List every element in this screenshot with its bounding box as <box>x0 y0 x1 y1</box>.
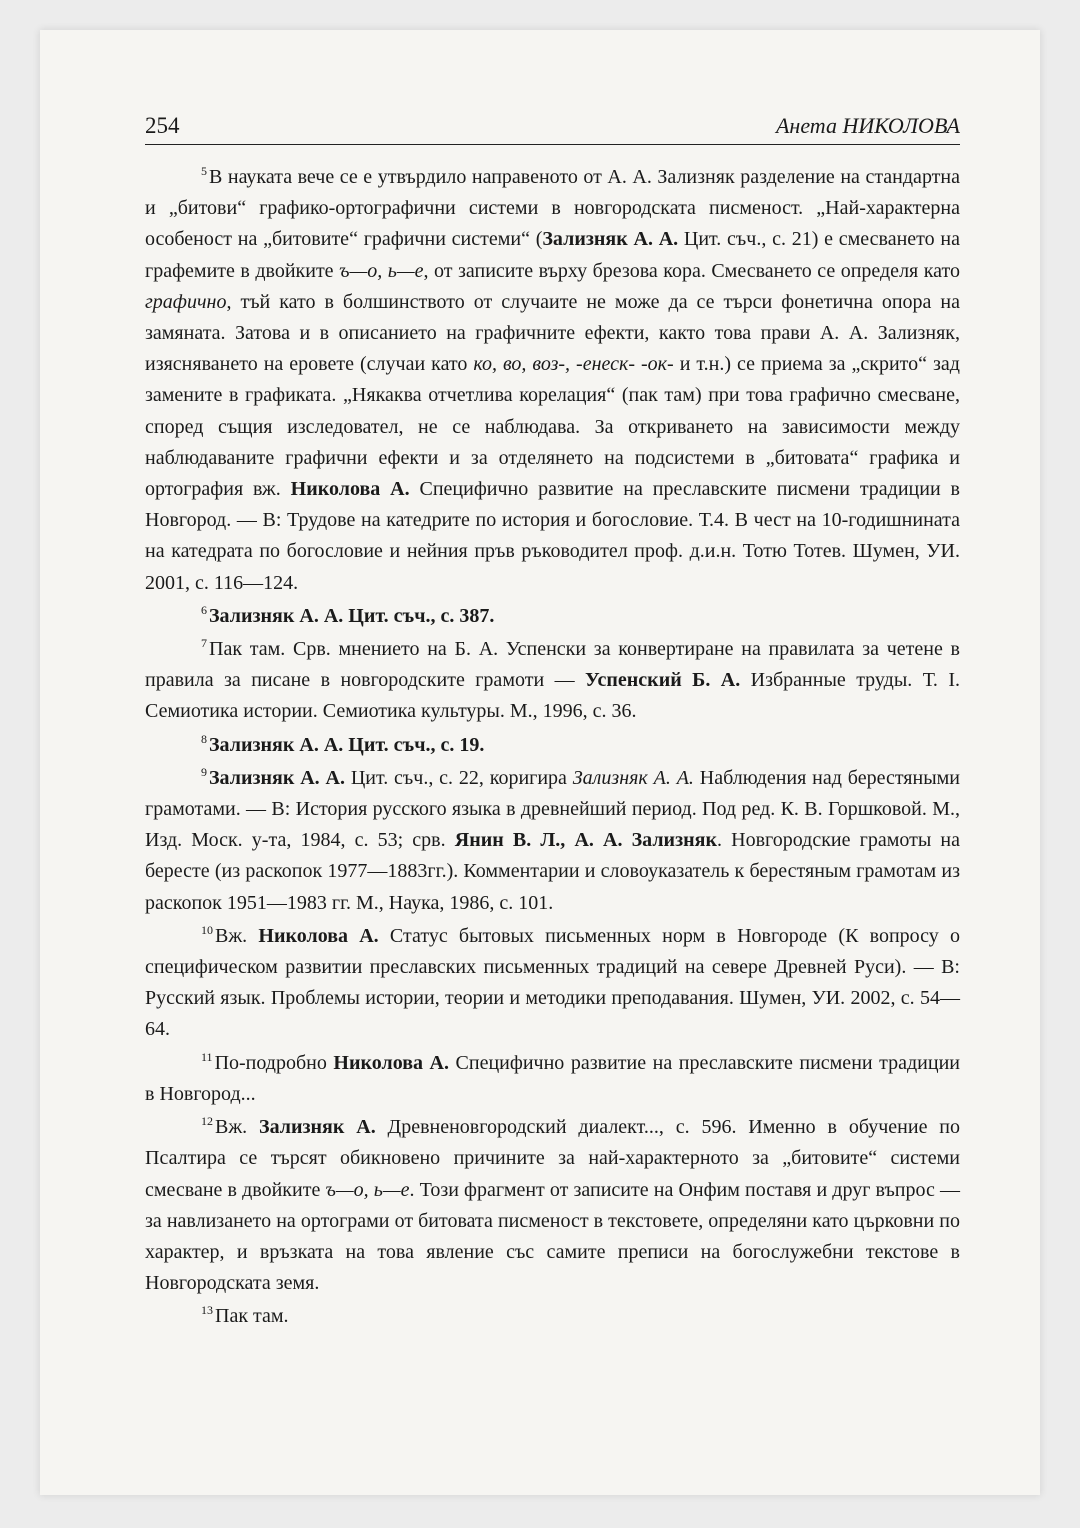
footnote-number: 11 <box>201 1049 213 1064</box>
note-text: Вж. <box>215 1116 260 1139</box>
author-last-name: НИКОЛОВА <box>842 113 960 138</box>
footnote-11 <box>145 1048 960 1110</box>
footnote-number: 12 <box>201 1114 213 1129</box>
footnote-number: 7 <box>201 636 207 651</box>
italic-text: ъ—о, ь—е <box>325 1178 410 1201</box>
italic-text: ъ—о, ь—е <box>339 259 424 282</box>
footnote-number: 5 <box>201 164 207 178</box>
note-text: По-подробно <box>214 1051 334 1074</box>
bold-citation: Успенский Б. А. <box>584 669 741 692</box>
note-text: Избранные труды. Т. I. Семиотика истории. Семиотика культуры. М., 1996, с. 36. <box>145 669 960 723</box>
footnotes <box>145 162 960 1335</box>
italic-text: Зализняк А. А. <box>572 766 694 789</box>
bold-citation: Зализняк А. А. <box>209 766 345 789</box>
running-header <box>145 112 960 145</box>
note-text: Наблюдения над берестяными грамотами. — В: История русского языка в древнейший период. Под ред. К. В. Горшковой. М., Изд. Моск. у-та, 1984, с. 53; срв. <box>145 766 960 852</box>
note-text: Цит. съч., с. 22, коригира <box>344 766 573 789</box>
footnote-number: 9 <box>201 764 207 779</box>
footnote-7 <box>145 634 960 728</box>
note-text: Цит. съч., с. 21) е смесването на графемите в двойките <box>145 228 960 282</box>
footnote-13 <box>145 1301 960 1332</box>
footnote-5 <box>145 162 960 599</box>
footnote-12 <box>145 1112 960 1299</box>
bold-citation: Николова А. <box>333 1051 449 1074</box>
note-text: , от записите върху брезова кора. Смесването се определя като <box>423 259 960 282</box>
bold-citation: Янин В. Л., А. А. Зализняк <box>454 829 717 852</box>
note-text: Древненовгородский диалект..., с. 596. Именно в обучение по Псалтира се търсят обикновено причините за най-характерното за „битовите“ системи смесване в двойките <box>145 1116 961 1201</box>
footnote-9 <box>145 763 960 919</box>
note-text: Специфично развитие на преславските писмени традиции в Новгород. — В: Трудове на катедрите по история и богословие. Т.4. В чест на 10-годишнината на катедрата по богословие и нейния пръв ръководител проф. д.и.н. Тотю Тотев. Шумен, УИ. 2001, с. 116—124. <box>145 478 961 594</box>
page-number: 254 <box>145 113 180 138</box>
note-text: и т.н.) се приема за „скрито“ зад замените в графиката. „Някаква отчетлива корелация“ (пак там) при това графично смесване, според същия изследовател, не се наблюдава. За откриването на зависимости между наблюдаваните графични ефекти и за отделянето на подсистеми в „битовата“ графика и ортография вж. <box>145 353 960 501</box>
footnote-number: 8 <box>201 731 207 746</box>
note-text: , тъй като в болшинството от случаите не може да се търси фонетична опора на замяната. Затова и в описанието на графичните ефекти, както това прави А. А. Зализняк, изясняването на еровете (случаи като <box>145 290 960 376</box>
italic-text: графично <box>145 290 227 313</box>
page <box>40 30 1040 1495</box>
footnote-number: 10 <box>201 922 213 937</box>
bold-citation: Зализняк А. А. <box>542 228 679 251</box>
bold-citation: Зализняк А. А. Цит. съч., с. 19. <box>209 733 485 756</box>
note-text: Пак там. <box>215 1305 289 1328</box>
note-text: Статус бытовых письменных норм в Новгороде (К вопросу о специфическом развитии преславских письменных традиций на севере Древней Руси). — В: Русский язык. Проблемы истории, теории и методики преподавания. Шумен, УИ. 2002, с. 54—64. <box>145 924 960 1041</box>
note-text: . Този фрагмент от записите на Онфим поставя и друг въпрос — за навлизането на ортограми от битовата писменост в текстовете, определяни като църковни по характер, и връзката на това явление със самите преписи на богослужебни текстове в Новгородската земя. <box>145 1178 960 1295</box>
note-text: . Новгородские грамоты на бересте (из раскопок 1977—1883гг.). Комментарии и словоуказатель к берестяным грамотам из раскопок 1951—1983 гг. М., Наука, 1986, с. 101. <box>145 829 961 914</box>
bold-citation: Зализняк А. А. Цит. съч., с. 387. <box>209 604 495 627</box>
running-head-author <box>776 112 960 140</box>
footnote-6 <box>145 601 960 632</box>
note-text: В науката вече се е утвърдило направеното от А. А. Зализняк разделение на стандартна и „битови“ графико-ортографични системи в новгородската писменост. „Най-характерна особеност на „битовите“ графични системи“ ( <box>145 166 960 251</box>
note-text: Специфично развитие на преславските писмени традиции в Новгород... <box>145 1051 960 1105</box>
footnote-number: 13 <box>201 1303 213 1318</box>
note-text: Пак там. Срв. мнението на Б. А. Успенски за конвертиране на правилата за четене в правила за писане в новгородските грамоти — <box>145 638 960 692</box>
bold-citation: Зализняк А. <box>259 1116 376 1139</box>
footnote-10 <box>145 921 960 1046</box>
footnote-8 <box>145 730 960 761</box>
author-first-name: Анета <box>775 113 837 138</box>
italic-text: ко, во, воз-, -енеск- -ок- <box>473 353 674 376</box>
bold-citation: Николова А. <box>258 924 379 947</box>
bold-citation: Николова А. <box>290 478 410 501</box>
footnote-number: 6 <box>201 602 207 617</box>
note-text: Вж. <box>215 924 259 947</box>
